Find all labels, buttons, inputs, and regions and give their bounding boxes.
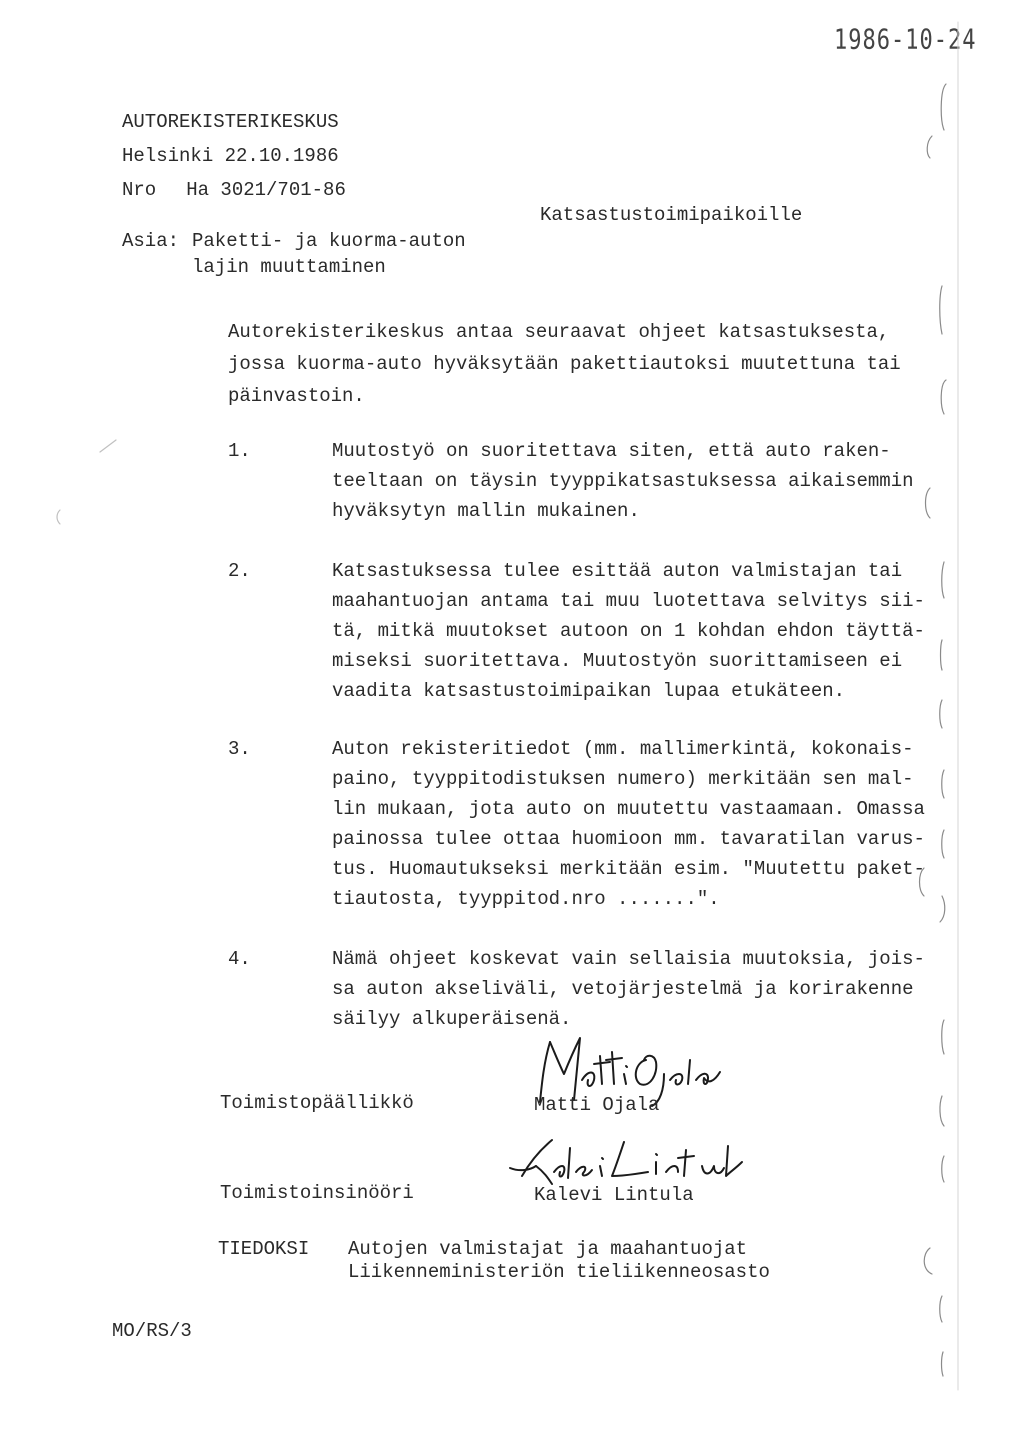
- subject-line-1: Paketti- ja kuorma-auton: [192, 230, 466, 252]
- item-line: säilyy alkuperäisenä.: [332, 1008, 572, 1030]
- item-line: tä, mitkä muutokset autoon on 1 kohdan ehdon täyttä-: [332, 620, 925, 642]
- nro-label: Nro: [122, 179, 157, 201]
- nro-value: Ha 3021/701-86: [186, 179, 346, 201]
- item-line: Muutostyö on suoritettava siten, että auto raken-: [332, 440, 891, 462]
- document-reference: MO/RS/3: [112, 1320, 192, 1342]
- item-number: 1.: [228, 440, 251, 462]
- distribution-line: Autojen valmistajat ja maahantuojat: [348, 1238, 748, 1260]
- item-line: paino, tyyppitodistuksen numero) merkitään sen mal-: [332, 768, 914, 790]
- item-line: tus. Huomautukseksi merkitään esim. "Muutettu paket-: [332, 858, 925, 880]
- item-line: lin mukaan, jota auto on muutettu vastaamaan. Omassa: [332, 798, 925, 820]
- intro-line: Autorekisterikeskus antaa seuraavat ohjeet katsastuksesta,: [228, 321, 890, 343]
- item-line: Nämä ohjeet koskevat vain sellaisia muutoksia, jois-: [332, 948, 925, 970]
- item-number: 4.: [228, 948, 251, 970]
- received-date-stamp: 1986-10-24: [834, 24, 977, 57]
- subject-label: Asia:: [122, 230, 180, 252]
- distribution-label: TIEDOKSI: [218, 1238, 310, 1260]
- item-line: maahantuojan antama tai muu luotettava selvitys sii-: [332, 590, 925, 612]
- intro-line: jossa kuorma-auto hyväksytään pakettiautoksi muutettuna tai: [228, 353, 901, 375]
- item-line: Auton rekisteritiedot (mm. mallimerkintä, kokonais-: [332, 738, 914, 760]
- recipient: Katsastustoimipaikoille: [540, 204, 803, 226]
- signatory-name: Kalevi Lintula: [534, 1184, 694, 1206]
- item-line: painossa tulee ottaa huomioon mm. tavaratilan varus-: [332, 828, 925, 850]
- signatory-title: Toimistopäällikkö: [220, 1092, 414, 1114]
- signatory-name: Matti Ojala: [534, 1094, 660, 1116]
- item-line: Katsastuksessa tulee esittää auton valmistajan tai: [332, 560, 903, 582]
- item-number: 3.: [228, 738, 251, 760]
- place-and-date: Helsinki 22.10.1986: [122, 145, 339, 167]
- item-line: teeltaan on täysin tyyppikatsastuksessa aikaisemmin: [332, 470, 914, 492]
- intro-line: päinvastoin.: [228, 385, 365, 407]
- subject-line-2: lajin muuttaminen: [192, 256, 386, 278]
- item-line: sa auton akseliväli, vetojärjestelmä ja korirakenne: [332, 978, 914, 1000]
- item-line: miseksi suoritettava. Muutostyön suorittamiseen ei: [332, 650, 903, 672]
- item-line: hyväksytyn mallin mukainen.: [332, 500, 640, 522]
- distribution-line: Liikenneministeriön tieliikenneosasto: [348, 1261, 770, 1283]
- item-line: vaadita katsastustoimipaikan lupaa etukäteen.: [332, 680, 846, 702]
- organization-name: AUTOREKISTERIKESKUS: [122, 111, 339, 133]
- signatory-title: Toimistoinsinööri: [220, 1182, 414, 1204]
- item-line: tiautosta, tyyppitod.nro .......".: [332, 888, 720, 910]
- item-number: 2.: [228, 560, 251, 582]
